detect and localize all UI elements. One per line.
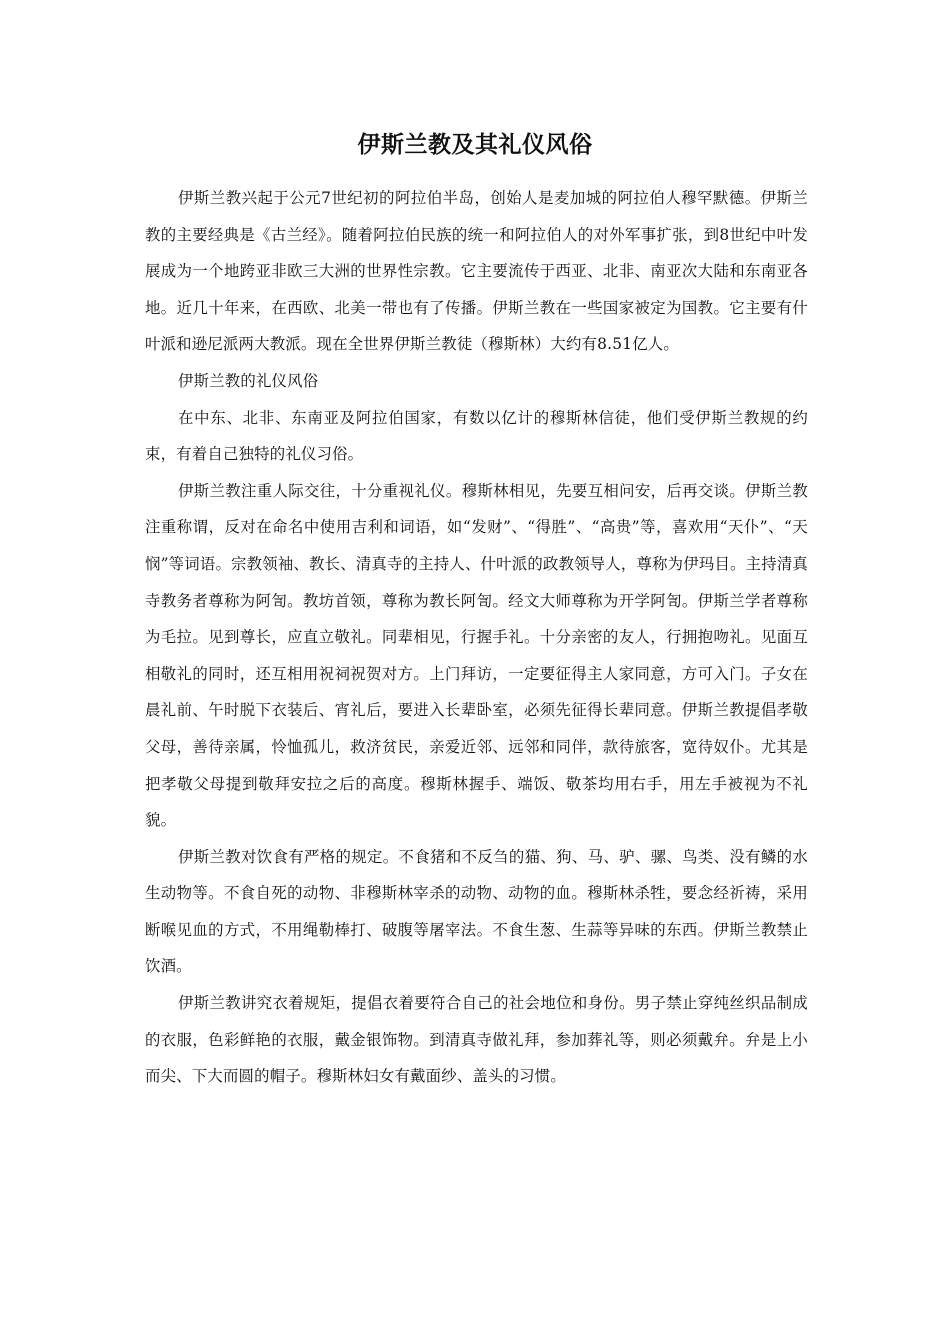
document-title: 伊斯兰教及其礼仪风俗 (357, 132, 593, 158)
section-heading-customs: 伊斯兰教的礼仪风俗 (178, 371, 319, 390)
paragraph-diet: 伊斯兰教对饮食有严格的规定。不食猪和不反刍的猫、狗、马、驴、骡、鸟类、没有鳞的水生动物等。不食自死的动物、非穆斯林宰杀的动物、动物的血。穆斯林杀牲，要念经祈祷，采用断喉见血的方式，不用绳勒棒打、破腹等屠宰法。不食生葱、生蒜等异味的东西。伊斯兰教禁止饮酒。 (145, 847, 808, 976)
paragraph-etiquette: 伊斯兰教注重人际交往，十分重视礼仪。穆斯林相见，先要互相问安，后再交谈。伊斯兰教注重称谓，反对在命名中使用吉利和词语，如“发财”、“得胜”、“高贵”等，喜欢用“天仆”、“天悯”等词语。宗教领袖、教长、清真寺的主持人、什叶派的政教领导人，尊称为伊玛目。主持清真寺教务者尊称为阿訇。教坊首领，尊称为教长阿訇。经文大师尊称为开学阿訇。伊斯兰学者尊称为毛拉。见到尊长，应直立敬礼。同辈相见，行握手礼。十分亲密的友人，行拥抱吻礼。见面互相敬礼的同时，还互相用祝祠祝贺对方。上门拜访，一定要征得主人家同意，方可入门。子女在晨礼前、午时脱下衣装后、宵礼后，要进入长辈卧室，必须先征得长辈同意。伊斯兰教提倡孝敬父母，善待亲属，怜恤孤儿，救济贫民，亲爱近邻、远邻和同伴，款待旅客，宽待奴仆。尤其是把孝敬父母提到敬拜安拉之后的高度。穆斯林握手、端饭、敬茶均用右手，用左手被视为不礼貌。 (145, 481, 808, 830)
paragraph-clothing: 伊斯兰教讲究衣着规矩，提倡衣着要符合自己的社会地位和身份。男子禁止穿纯丝织品制成的衣服，色彩鲜艳的衣服，戴金银饰物。到清真寺做礼拜，参加葬礼等，则必须戴弁。弁是上小而尖、下大而圆的帽子。穆斯林妇女有戴面纱、盖头的习惯。 (145, 994, 808, 1086)
paragraph-intro: 伊斯兰教兴起于公元7世纪初的阿拉伯半岛，创始人是麦加城的阿拉伯人穆罕默德。伊斯兰教的主要经典是《古兰经》。随着阿拉伯民族的统一和阿拉伯人的对外军事扩张，到8世纪中叶发展成为一个地跨亚非欧三大洲的世界性宗教。它主要流传于西亚、北非、南亚次大陆和东南亚各地。近几十年来，在西欧、北美一带也有了传播。伊斯兰教在一些国家被定为国教。它主要有什叶派和逊尼派两大教派。现在全世界伊斯兰教徒（穆斯林）大约有8.51亿人。 (145, 189, 808, 354)
document-body (145, 180, 808, 1095)
paragraph-believers: 在中东、北非、东南亚及阿拉伯国家，有数以亿计的穆斯林信徒，他们受伊斯兰教规的约束，有着自己独特的礼仪习俗。 (145, 408, 808, 464)
